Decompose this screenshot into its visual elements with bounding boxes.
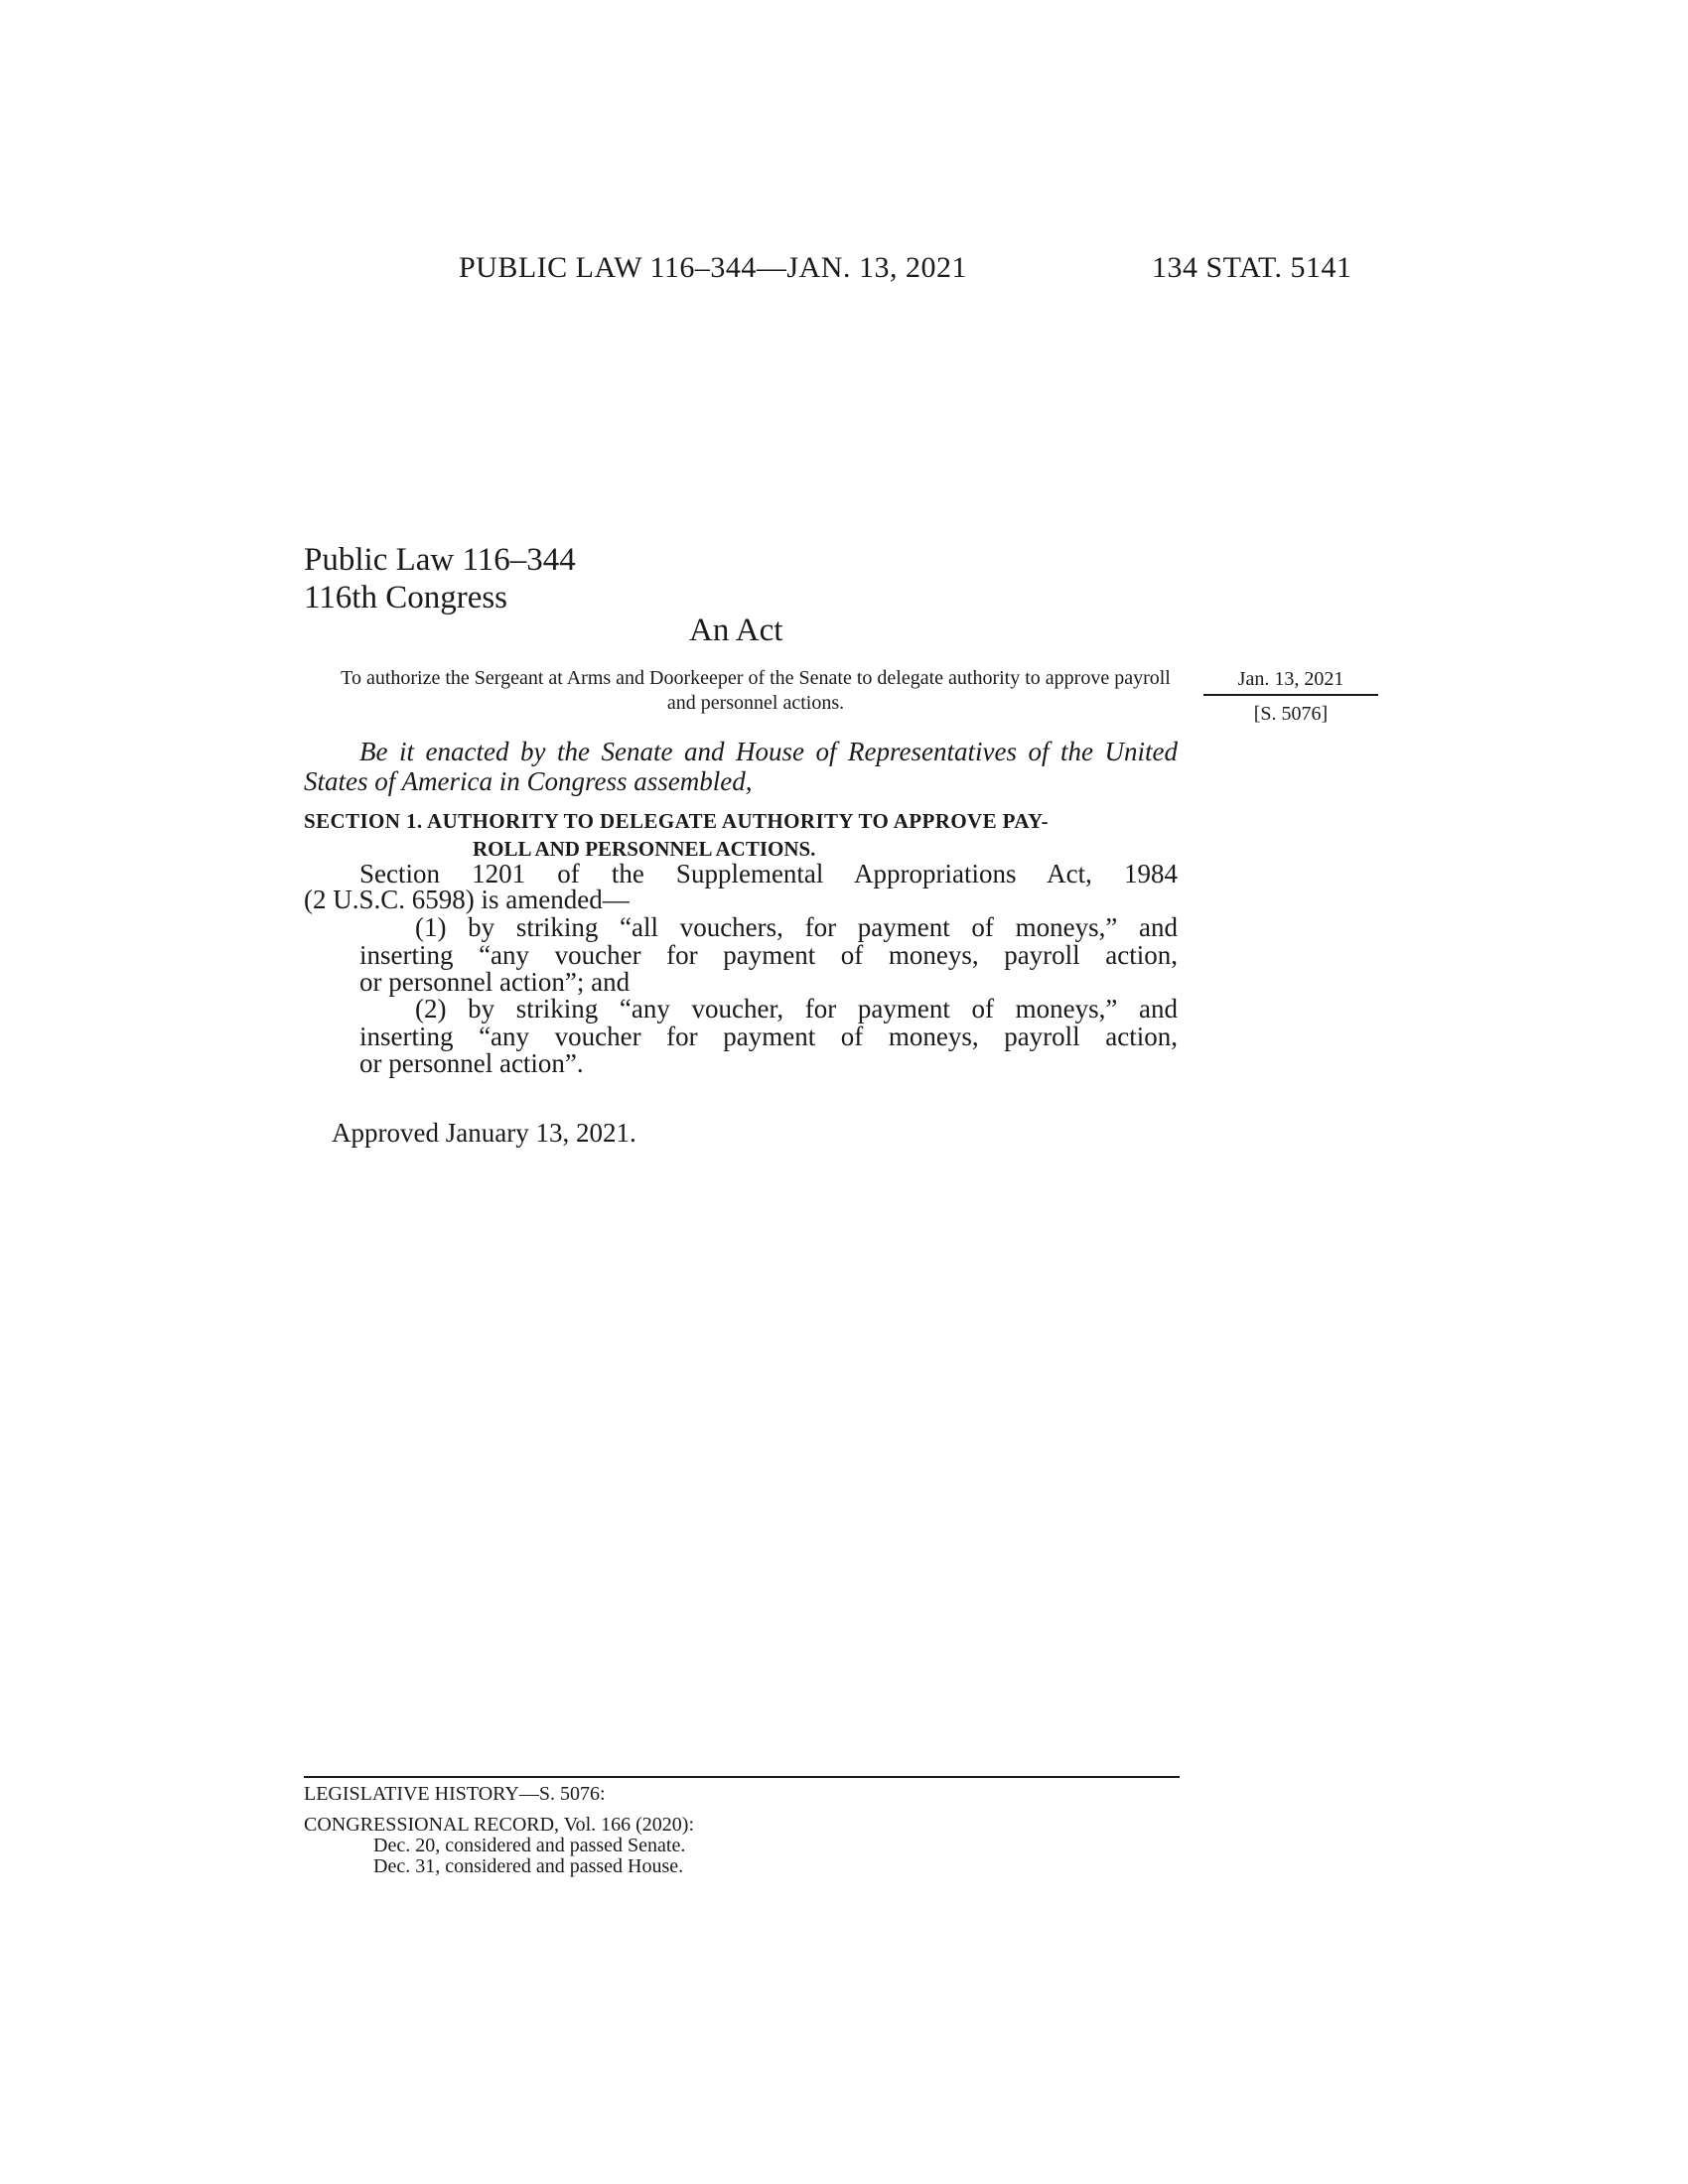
approval-date: Approved January 13, 2021.	[332, 1118, 636, 1148]
paragraph-1-line-2: inserting “any voucher for payment of moneys, payroll action,	[359, 940, 1178, 970]
legislative-history-entry-house: Dec. 31, considered and passed House.	[373, 1855, 684, 1877]
paragraph-2-line-3: or personnel action”.	[359, 1048, 584, 1078]
paragraph-2-line-2: inserting “any voucher for payment of moneys, payroll action,	[359, 1022, 1178, 1051]
margin-note-date: Jan. 13, 2021	[1237, 668, 1344, 690]
legislative-history-entry-senate: Dec. 20, considered and passed Senate.	[373, 1835, 686, 1856]
section-heading-line-1: SECTION 1. AUTHORITY TO DELEGATE AUTHORITY TO APPROVE PAY-	[304, 809, 1050, 833]
paragraph-1-line-3: or personnel action”; and	[359, 967, 631, 997]
margin-note-bill-number: [S. 5076]	[1253, 703, 1329, 725]
act-heading: An Act	[689, 613, 783, 648]
section-heading	[304, 807, 1184, 863]
congressional-record-line: CONGRESSIONAL RECORD, Vol. 166 (2020):	[304, 1814, 694, 1836]
margin-note-rule	[1203, 694, 1378, 696]
section-heading-line-2: ROLL AND PERSONNEL ACTIONS.	[473, 837, 816, 861]
paragraph-2-line-1: (2) by striking “any voucher, for payment of moneys,” and	[415, 994, 1178, 1024]
running-header-law-date: PUBLIC LAW 116–344—JAN. 13, 2021	[459, 251, 967, 284]
enacting-clause	[304, 737, 1178, 796]
paragraph-1-line-1: (1) by striking “all vouchers, for payment of moneys,” and	[415, 912, 1178, 942]
enacting-clause-text: Be it enacted by the Senate and House of Representatives of the United States of America in Congress assembled,	[304, 737, 1178, 796]
section-intro-line-2: (2 U.S.C. 6598) is amended—	[304, 885, 630, 914]
legislative-history-heading: LEGISLATIVE HISTORY—S. 5076:	[304, 1783, 606, 1805]
section-intro-line-1: Section 1201 of the Supplemental Appropriations Act, 1984	[359, 859, 1178, 888]
public-law-title: Public Law 116–344	[304, 542, 576, 578]
statute-page-number: 134 STAT. 5141	[1152, 251, 1352, 284]
congress-title: 116th Congress	[304, 580, 508, 615]
act-purpose: To authorize the Sergeant at Arms and Doorkeeper of the Senate to delegate authority to approve payroll and personnel actions.	[341, 667, 1171, 714]
footer-rule	[304, 1776, 1180, 1778]
